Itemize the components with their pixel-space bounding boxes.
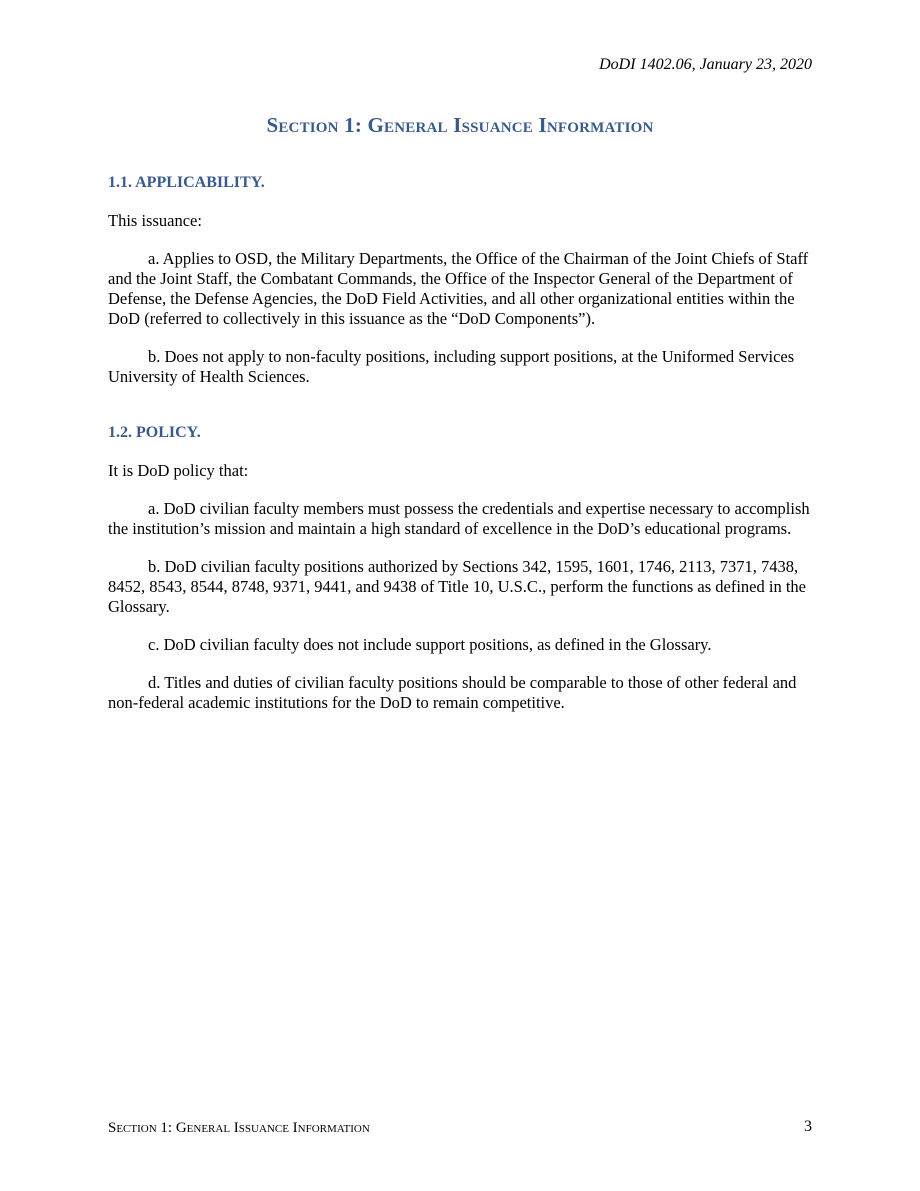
policy-item-d: d. Titles and duties of civilian faculty positions should be comparable to those of other federal and non-federal academic institutions for the DoD to remain competitive. xyxy=(108,673,797,712)
page-body xyxy=(108,173,814,713)
applicability-item-a: a. Applies to OSD, the Military Departments, the Office of the Chairman of the Joint Chiefs of Staff and the Joint Staff, the Combatant Commands, the Office of the Inspector General of the Department of Defense, the Defense Agencies, the DoD Field Activities, and all other organizational entities within the DoD (referred to collectively in this issuance as the “DoD Components”). xyxy=(108,249,809,328)
running-header: DoDI 1402.06, January 23, 2020 xyxy=(599,56,812,73)
section-title: Section 1: General Issuance Information xyxy=(266,113,654,137)
applicability-intro: This issuance: xyxy=(108,211,202,230)
policy-heading: 1.2. POLICY. xyxy=(108,424,201,441)
applicability-item-b: b. Does not apply to non-faculty positions, including support positions, at the Uniformed Services University of Health Sciences. xyxy=(108,347,795,386)
policy-item-b: b. DoD civilian faculty positions authorized by Sections 342, 1595, 1601, 1746, 2113, 7371, 7438, 8452, 8543, 8544, 8748, 9371, 9441, and 9438 of Title 10, U.S.C., perform the functions as defined in the Glossary. xyxy=(108,557,806,616)
policy-intro: It is DoD policy that: xyxy=(108,461,249,480)
footer-section-label: Section 1: General Issuance Information xyxy=(108,1120,370,1136)
applicability-heading: 1.1. APPLICABILITY. xyxy=(108,174,265,191)
policy-item-c: c. DoD civilian faculty does not include support positions, as defined in the Glossary. xyxy=(148,635,712,654)
footer-page-number: 3 xyxy=(804,1118,812,1135)
policy-item-a: a. DoD civilian faculty members must possess the credentials and expertise necessary to accomplish the institution’s mission and maintain a high standard of excellence in the DoD’s educational programs. xyxy=(108,499,810,538)
